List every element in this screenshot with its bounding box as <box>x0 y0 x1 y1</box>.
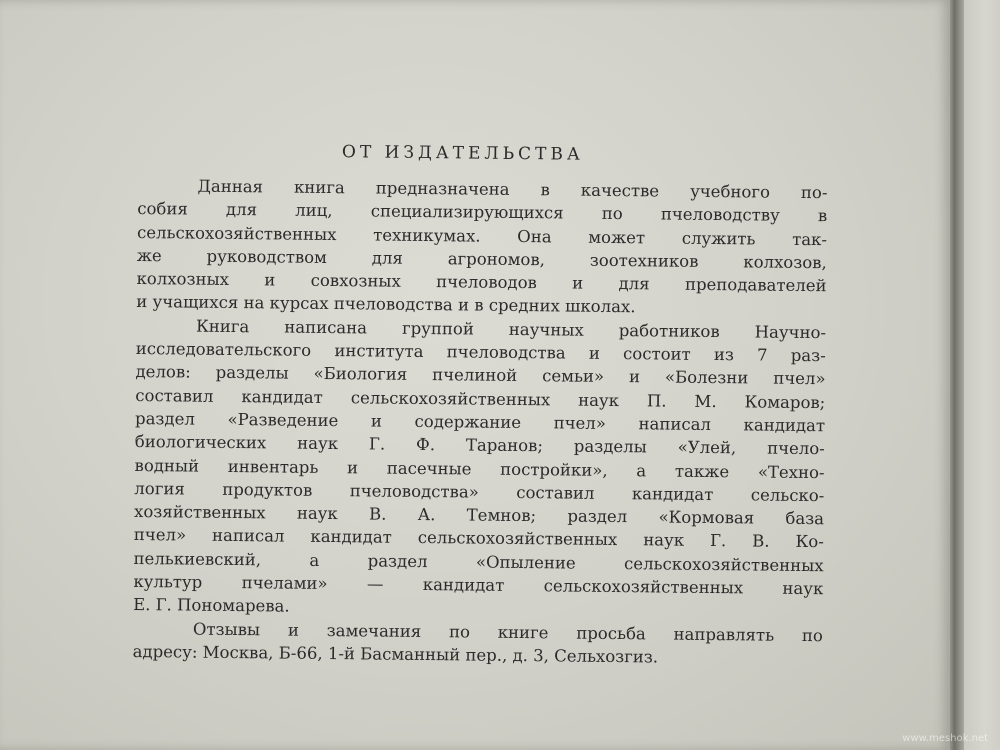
next-page-edge <box>962 0 1000 750</box>
text-line: пчел» написал кандидат сельскохозяйственных наук Г. В. Ко- <box>133 525 824 552</box>
text-line: культур пчелами» — кандидат сельскохозяйственных наук <box>133 572 824 599</box>
text-line: Е. Г. Пономарева. <box>133 595 290 616</box>
text-line: хозяйственных наук В. А. Темнов; раздел «Кормовая база <box>134 502 825 529</box>
paragraph-lines <box>133 174 828 670</box>
page-heading: ОТ ИЗДАТЕЛЬСТВА <box>341 142 584 165</box>
text-line: Данная книга предназначена в качестве учебного по- <box>197 176 828 203</box>
text-line: раздел «Разведение и содержание пчел» написал кандидат <box>134 408 826 436</box>
text-line: Отзывы и замечания по книге просьба направлять по <box>192 619 823 645</box>
text-line: колхозных и совхозных пчеловодов и для преподавателей <box>136 269 827 296</box>
text-line: сельскохозяйственных техникумах. Она может служить так- <box>136 222 828 249</box>
text-line: водный инвентарь и пасечные постройки», а также «Техно- <box>134 455 825 482</box>
text-block <box>133 140 828 670</box>
text-line: адресу: Москва, Б-66, 1-й Басманный пер., д. 3, Сельхозгиз. <box>132 641 659 667</box>
text-line: биологических наук Г. Ф. Таранов; разделы «Улей, пчело- <box>134 432 825 459</box>
text-line: делов: разделы «Биология пчелиной семьи» и «Болезни пчел» <box>135 362 826 389</box>
text-line: пелькиевский, а раздел «Опыление сельскохозяйственных <box>133 548 824 575</box>
text-line: же руководством для агрономов, зоотехников колхозов, <box>136 245 827 273</box>
text-line: и учащихся на курсах пчеловодства и в средних школах. <box>136 292 636 317</box>
text-line: Книга написана группой научных работников Научно- <box>195 316 827 342</box>
text-line: логия продуктов пчеловодства» составил кандидат сельско- <box>134 478 825 506</box>
text-line: составил кандидат сельскохозяйственных наук П. М. Комаров; <box>135 385 826 412</box>
watermark: www.meshok.net <box>902 733 988 744</box>
text-line: исследовательского института пчеловодства и состоит из 7 раз- <box>135 339 826 366</box>
text-line: собия для лиц, специализирующихся по пчеловодству в <box>137 199 828 226</box>
